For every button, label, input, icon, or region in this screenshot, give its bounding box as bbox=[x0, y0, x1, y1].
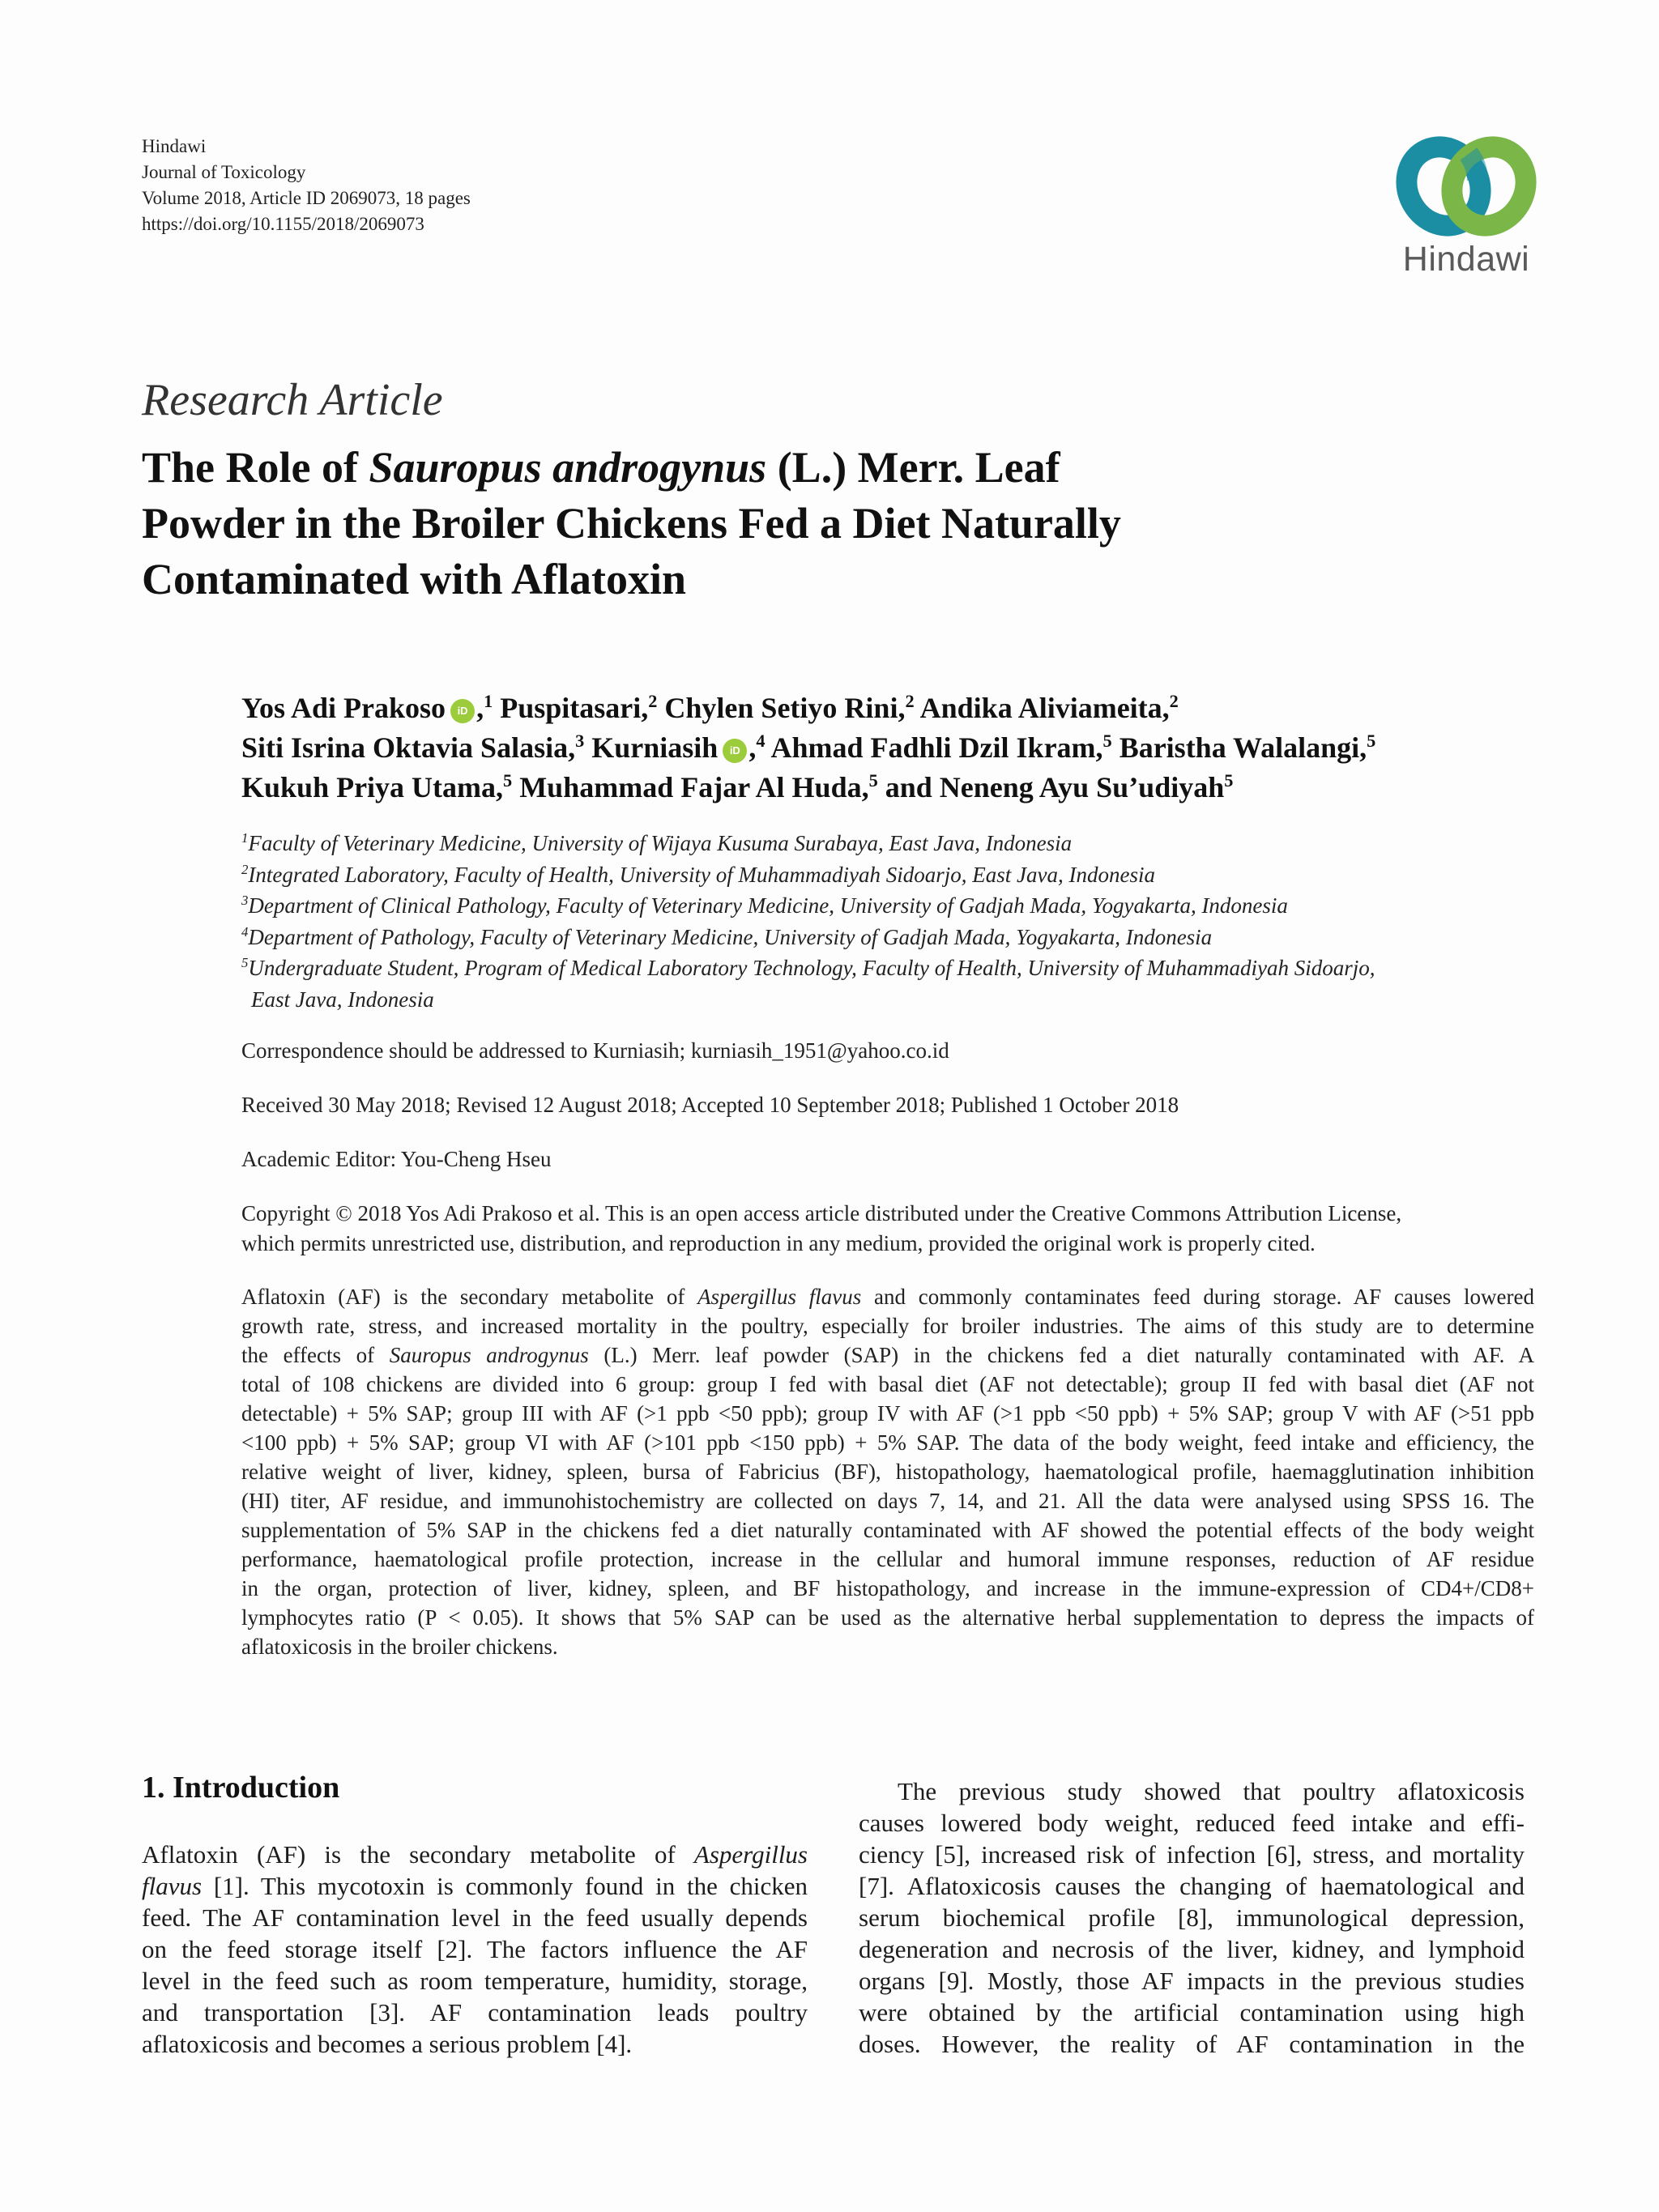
abstract-line: lymphocytes ratio (P < 0.05). It shows that 5% SAP can be used as the alternative herbal supplementation to depress the impacts of bbox=[241, 1605, 1534, 1630]
author-affiliation-sup: 4 bbox=[756, 731, 766, 751]
body-line: serum biochemical profile [8], immunological depression, bbox=[859, 1903, 1525, 1932]
author-affiliation-sup: 1 bbox=[484, 691, 493, 711]
author-name[interactable]: Puspitasari, bbox=[500, 692, 649, 724]
author-affiliation-sup: 2 bbox=[905, 691, 915, 711]
body-line: on the feed storage itself [2]. The factors influence the AF bbox=[142, 1935, 808, 1963]
author-name[interactable]: Baristha Walalangi, bbox=[1119, 731, 1367, 764]
affiliation-number: 5 bbox=[241, 955, 249, 970]
copyright-line: which permits unrestricted use, distribution, and reproduction in any medium, provided the original work is properly cited. bbox=[241, 1230, 1316, 1255]
affiliations bbox=[241, 828, 1537, 1015]
affiliation-item bbox=[241, 953, 1537, 984]
body-line: feed. The AF contamination level in the feed usually depends bbox=[142, 1903, 808, 1932]
title-line-1 bbox=[142, 440, 1422, 496]
hindawi-logo bbox=[1393, 136, 1539, 285]
author-affiliation-sup: 5 bbox=[1367, 731, 1376, 751]
species-name: Aspergillus bbox=[693, 1840, 808, 1869]
affiliation-text: Department of Pathology, Faculty of Veterinary Medicine, University of Gadjah Mada, Yogyakarta, Indonesia bbox=[248, 924, 1213, 949]
affiliation-number: 4 bbox=[241, 923, 249, 940]
author-name[interactable]: Ahmad Fadhli Dzil Ikram, bbox=[770, 731, 1103, 764]
affiliation-text: Faculty of Veterinary Medicine, University of Wijaya Kusuma Surabaya, East Java, Indonesia bbox=[248, 831, 1073, 855]
body-column-left bbox=[142, 1839, 808, 2060]
body-line: degeneration and necrosis of the liver, kidney, and lymphoid bbox=[859, 1935, 1525, 1963]
abstract-line: performance, haematological profile protection, increase in the cellular and humoral immune responses, reduction of AF residue bbox=[241, 1547, 1534, 1571]
author-line-3 bbox=[241, 768, 1537, 808]
body-line: were obtained by the artificial contamination using high bbox=[859, 1998, 1525, 2027]
author-name[interactable]: and Neneng Ayu Su’udiyah bbox=[885, 771, 1225, 803]
title-text: (L.) Merr. Leaf bbox=[766, 443, 1060, 492]
affiliation-text: Department of Clinical Pathology, Faculty of Veterinary Medicine, University of Gadjah Mada, Yogyakarta, Indonesia bbox=[248, 893, 1288, 918]
abstract-line bbox=[241, 1282, 1534, 1311]
author-name[interactable]: Chylen Setiyo Rini, bbox=[664, 692, 906, 724]
affiliation-continuation: East Java, Indonesia bbox=[251, 987, 434, 1012]
author-line-2: Siti Isrina Oktavia Salasia,$^3$ Kurniasih iD ,$^4$ Ahmad Fadhli Dzil Ikram,$^5$ Baristha Walalangi,$^5$ bbox=[241, 731, 1376, 764]
abstract-line: (HI) titer, AF residue, and immunohistochemistry are collected on days 7, 14, and 21. All the data were analysed using SPSS 16. The bbox=[241, 1489, 1534, 1513]
abstract bbox=[241, 1282, 1534, 1661]
affiliation-number: 3 bbox=[241, 893, 249, 908]
body-line: doses. However, the reality of AF contamination in the bbox=[859, 2030, 1525, 2058]
journal-info bbox=[142, 134, 471, 237]
title-line-2: Powder in the Broiler Chickens Fed a Diet Naturally bbox=[142, 499, 1121, 548]
copyright-line: Copyright © 2018 Yos Adi Prakoso et al. This is an open access article distributed under the Creative Commons Attribution License, bbox=[241, 1201, 1402, 1225]
abstract-text: the effects of bbox=[241, 1343, 390, 1367]
author-affiliation-sup: 5 bbox=[868, 770, 878, 791]
species-name: Sauropus androgynus bbox=[389, 1343, 589, 1367]
abstract-line: in the organ, protection of liver, kidney, spleen, and BF histopathology, and increase in the immune-expression of CD4+/CD8+ bbox=[241, 1576, 1534, 1600]
species-name: Aspergillus flavus bbox=[697, 1285, 862, 1309]
species-name: Sauropus androgynus bbox=[369, 443, 767, 492]
affiliation-number: 2 bbox=[241, 861, 249, 877]
affiliation-text: Undergraduate Student, Program of Medical Laboratory Technology, Faculty of Health, University of Muhammadiyah Sidoarjo, bbox=[248, 956, 1375, 980]
affiliation-item bbox=[241, 828, 1537, 859]
orcid-icon[interactable]: iD bbox=[723, 739, 747, 763]
author-affiliation-sup: 5 bbox=[1224, 770, 1234, 791]
body-line: level in the feed such as room temperature, humidity, storage, bbox=[142, 1967, 808, 1995]
abstract-line bbox=[241, 1340, 1534, 1370]
body-line: organs [9]. Mostly, those AF impacts in the previous studies bbox=[859, 1967, 1525, 1995]
body-line bbox=[142, 1870, 808, 1902]
author-name[interactable]: Kurniasih bbox=[591, 731, 719, 764]
section-heading-introduction: 1. Introduction bbox=[142, 1771, 340, 1805]
author-line-1: Yos Adi Prakoso iD ,$^1$ Puspitasari,$^2$ Chylen Setiyo Rini,$^2$ Andika Aliviameita,$^2$ bbox=[241, 691, 1179, 724]
article-type: Research Article bbox=[142, 375, 443, 425]
abstract-line: relative weight of liver, kidney, spleen, bursa of Fabricius (BF), histopathology, haematological profile, haemagglutination inhibition bbox=[241, 1460, 1534, 1484]
body-line: causes lowered body weight, reduced feed intake and effi- bbox=[859, 1809, 1525, 1837]
abstract-line: detectable) + 5% SAP; group III with AF (>1 ppb <50 ppb); group IV with AF (>1 ppb <50 ppb) + 5% SAP; group V with AF (>51 ppb bbox=[241, 1401, 1534, 1426]
affiliation-item bbox=[241, 922, 1537, 953]
author-affiliation-sup: 3 bbox=[575, 731, 585, 751]
author-list bbox=[241, 688, 1537, 808]
body-line bbox=[142, 1839, 808, 1870]
abstract-line: growth rate, stress, and increased mortality in the poultry, especially for broiler industries. The aims of this study are to determine bbox=[241, 1314, 1534, 1338]
abstract-line: aflatoxicosis in the broiler chickens. bbox=[241, 1634, 558, 1659]
body-text: [1]. This mycotoxin is commonly found in the chicken bbox=[202, 1872, 808, 1900]
copyright-notice bbox=[241, 1199, 1401, 1258]
academic-editor: Academic Editor: You-Cheng Hseu bbox=[241, 1147, 552, 1171]
affiliation-item bbox=[241, 859, 1537, 891]
journal-name: Journal of Toxicology bbox=[142, 162, 306, 182]
publication-dates: Received 30 May 2018; Revised 12 August 2018; Accepted 10 September 2018; Published 1 October 2018 bbox=[241, 1093, 1179, 1117]
abstract-line: supplementation of 5% SAP in the chickens fed a diet naturally contaminated with AF showed the potential effects of the body weight bbox=[241, 1518, 1534, 1542]
body-text: Aflatoxin (AF) is the secondary metabolite of bbox=[142, 1840, 694, 1869]
author-name[interactable]: Yos Adi Prakoso bbox=[241, 692, 446, 724]
logo-text: Hindawi bbox=[1402, 240, 1530, 279]
doi-link[interactable]: https://doi.org/10.1155/2018/2069073 bbox=[142, 214, 424, 234]
hindawi-rings-icon bbox=[1393, 136, 1539, 237]
author-name[interactable]: Kukuh Priya Utama, bbox=[241, 771, 504, 803]
author-affiliation-sup: 5 bbox=[503, 770, 513, 791]
abstract-text: Aflatoxin (AF) is the secondary metabolite of bbox=[241, 1285, 698, 1309]
body-line: and transportation [3]. AF contamination leads poultry bbox=[142, 1998, 808, 2027]
article-title bbox=[142, 440, 1422, 607]
body-line: ciency [5], increased risk of infection [6], stress, and mortality bbox=[859, 1840, 1525, 1869]
author-name[interactable]: Siti Isrina Oktavia Salasia, bbox=[241, 731, 576, 764]
author-affiliation-sup: 2 bbox=[648, 691, 658, 711]
title-line-3: Contaminated with Aflatoxin bbox=[142, 555, 687, 603]
body-line: aflatoxicosis and becomes a serious problem [4]. bbox=[142, 2030, 633, 2058]
author-name[interactable]: Muhammad Fajar Al Huda, bbox=[519, 771, 869, 803]
author-affiliation-sup: 2 bbox=[1169, 691, 1179, 711]
abstract-line: <100 ppb) + 5% SAP; group VI with AF (>101 ppb <150 ppb) + 5% SAP. The data of the body weight, feed intake and efficiency, the bbox=[241, 1430, 1534, 1455]
body-line: The previous study showed that poultry aflatoxicosis bbox=[898, 1777, 1525, 1805]
abstract-text: and commonly contaminates feed during storage. AF causes lowered bbox=[861, 1285, 1535, 1309]
correspondence[interactable]: Correspondence should be addressed to Kurniasih; kurniasih_1951@yahoo.co.id bbox=[241, 1038, 949, 1063]
affiliation-text: Integrated Laboratory, Faculty of Health, University of Muhammadiyah Sidoarjo, East Java, Indonesia bbox=[248, 862, 1155, 887]
body-column-right bbox=[859, 1775, 1525, 2060]
affiliation-number: 1 bbox=[241, 830, 249, 846]
abstract-line: total of 108 chickens are divided into 6 group: group I fed with basal diet (AF not detectable); group II fed with basal diet (AF not bbox=[241, 1372, 1534, 1396]
abstract-text: (L.) Merr. leaf powder (SAP) in the chickens fed a diet naturally contaminated with AF. A bbox=[588, 1343, 1535, 1367]
affiliation-item bbox=[241, 890, 1537, 922]
species-name: flavus bbox=[142, 1872, 203, 1900]
orcid-icon[interactable]: iD bbox=[450, 699, 475, 723]
author-affiliation-sup: 5 bbox=[1102, 731, 1112, 751]
author-name[interactable]: Andika Aliviameita, bbox=[919, 692, 1170, 724]
volume-info: Volume 2018, Article ID 2069073, 18 pages bbox=[142, 188, 471, 208]
title-text: The Role of bbox=[142, 443, 369, 492]
body-line: [7]. Aflatoxicosis causes the changing of haematological and bbox=[859, 1872, 1525, 1900]
publisher-name: Hindawi bbox=[142, 136, 207, 156]
